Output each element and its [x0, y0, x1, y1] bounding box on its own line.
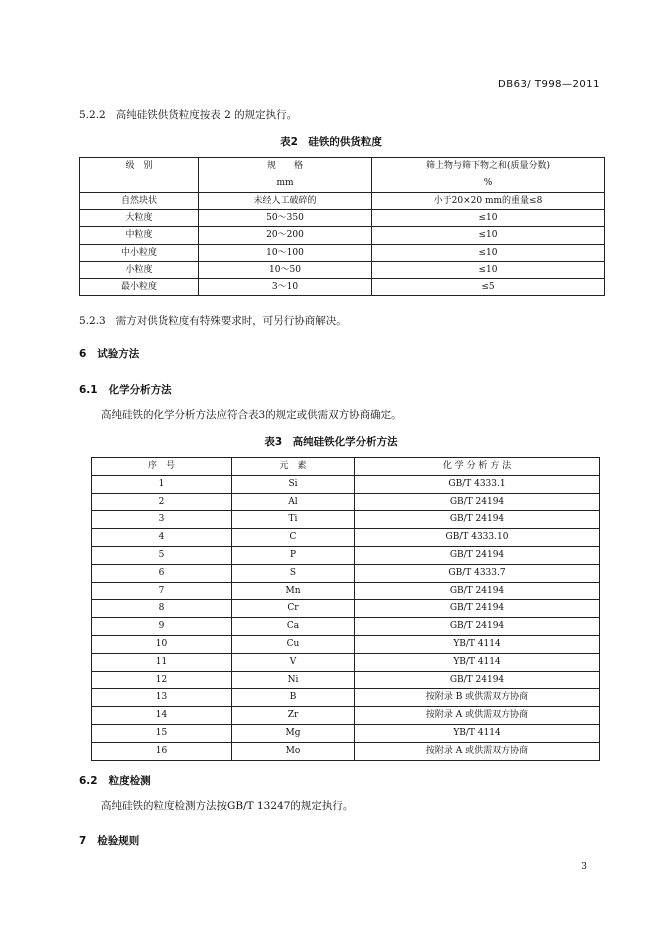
cell: YB/T 4114	[355, 724, 600, 742]
cell: 中粒度	[80, 227, 199, 244]
section-6-1-heading	[79, 382, 172, 397]
cell: 小粒度	[80, 261, 199, 278]
cell: Si	[232, 475, 355, 493]
cell: 2	[92, 493, 232, 511]
section-number: 7	[79, 835, 87, 847]
table-row	[92, 742, 600, 760]
cell: 9	[92, 618, 232, 636]
cell: ≤10	[372, 261, 605, 278]
table3-chemical-analysis-methods	[91, 457, 600, 761]
table-header-row	[80, 158, 605, 176]
cell: GB/T 24194	[355, 546, 600, 564]
header-sum-unit: %	[372, 175, 605, 193]
cell: GB/T 24194	[355, 511, 600, 529]
table3-caption: 表3 高纯硅铁化学分析方法	[264, 436, 398, 448]
table-row	[80, 244, 605, 261]
table2-caption: 表2 硅铁的供货粒度	[280, 136, 382, 148]
cell: Cr	[232, 600, 355, 618]
section-number: 6	[79, 348, 87, 360]
cell: 16	[92, 742, 232, 760]
cell: 小于20×20 mm的重量≤8	[372, 193, 605, 210]
cell: 按附录 A 或供需双方协商	[355, 742, 600, 760]
clause-text: 需方对供货粒度有特殊要求时，可另行协商解决。	[115, 315, 347, 327]
clause-text: 高纯硅铁供货粒度按表 2 的规定执行。	[115, 109, 298, 121]
cell: V	[232, 653, 355, 671]
cell: 3	[92, 511, 232, 529]
cell: S	[232, 564, 355, 582]
cell: GB/T 24194	[355, 671, 600, 689]
header-sum: 筛上物与筛下物之和(质量分数)	[372, 158, 605, 176]
cell: ≤5	[372, 279, 605, 296]
header-spec: 规 格	[199, 158, 372, 176]
cell: 5	[92, 546, 232, 564]
cell: GB/T 4333.10	[355, 529, 600, 547]
cell: 按附录 A 或供需双方协商	[355, 707, 600, 725]
cell: GB/T 24194	[355, 582, 600, 600]
cell: Ca	[232, 618, 355, 636]
section-title: 化学分析方法	[108, 384, 172, 396]
cell: ≤10	[372, 210, 605, 227]
table-row	[80, 210, 605, 227]
cell: 1	[92, 475, 232, 493]
cell: GB/T 24194	[355, 493, 600, 511]
cell: 11	[92, 653, 232, 671]
section-6-1-text: 高纯硅铁的化学分析方法应符合表3的规定或供需双方协商确定。	[101, 409, 402, 421]
table-row	[92, 493, 600, 511]
cell: GB/T 4333.1	[355, 475, 600, 493]
cell: C	[232, 529, 355, 547]
cell: 自然块状	[80, 193, 199, 210]
cell: 13	[92, 689, 232, 707]
cell: Ti	[232, 511, 355, 529]
table-row	[92, 546, 600, 564]
header-method: 化 学 分 析 方 法	[355, 458, 600, 476]
cell: 10～50	[199, 261, 372, 278]
table-row	[92, 724, 600, 742]
table-row	[80, 227, 605, 244]
table-row	[92, 475, 600, 493]
cell: 7	[92, 582, 232, 600]
table-row	[92, 511, 600, 529]
cell: ≤10	[372, 244, 605, 261]
table-header-unit-row	[80, 175, 605, 193]
cell: 14	[92, 707, 232, 725]
header-grade: 级 别	[80, 158, 199, 176]
cell: 最小粒度	[80, 279, 199, 296]
cell: 20～200	[199, 227, 372, 244]
clause-5-2-2	[79, 107, 297, 122]
table-row	[80, 279, 605, 296]
cell: B	[232, 689, 355, 707]
cell: Ni	[232, 671, 355, 689]
table2-supply-granularity	[79, 157, 605, 296]
section-6-2-text: 高纯硅铁的粒度检测方法按GB/T 13247的规定执行。	[101, 800, 354, 812]
cell: 10～100	[199, 244, 372, 261]
section-title: 试验方法	[97, 348, 140, 360]
cell: 中小粒度	[80, 244, 199, 261]
cell: Mg	[232, 724, 355, 742]
table-row	[92, 582, 600, 600]
cell: Al	[232, 493, 355, 511]
section-title: 检验规则	[97, 835, 140, 847]
section-number: 6.1	[79, 384, 98, 396]
cell: 大粒度	[80, 210, 199, 227]
cell: 4	[92, 529, 232, 547]
table-row	[92, 653, 600, 671]
cell: 6	[92, 564, 232, 582]
cell: 8	[92, 600, 232, 618]
cell: Mo	[232, 742, 355, 760]
page-number: 3	[581, 862, 587, 872]
table-row	[92, 671, 600, 689]
clause-number: 5.2.3	[79, 315, 106, 327]
cell: 未经人工破碎的	[199, 193, 372, 210]
table-row	[92, 618, 600, 636]
cell: Cu	[232, 635, 355, 653]
cell: GB/T 24194	[355, 618, 600, 636]
header-element: 元 素	[232, 458, 355, 476]
cell: 50～350	[199, 210, 372, 227]
table-row	[80, 261, 605, 278]
cell: YB/T 4114	[355, 653, 600, 671]
section-6-heading	[79, 346, 139, 361]
cell: 3～10	[199, 279, 372, 296]
header-seq: 序 号	[92, 458, 232, 476]
table-row	[92, 707, 600, 725]
clause-5-2-3	[79, 313, 347, 328]
table-row	[92, 635, 600, 653]
table-row	[92, 689, 600, 707]
clause-number: 5.2.2	[79, 109, 106, 121]
section-7-heading	[79, 833, 139, 848]
table-header-row	[92, 458, 600, 476]
section-6-2-heading	[79, 773, 151, 788]
cell: 按附录 B 或供需双方协商	[355, 689, 600, 707]
cell: 10	[92, 635, 232, 653]
cell: 12	[92, 671, 232, 689]
section-title: 粒度检测	[108, 775, 151, 787]
document-code: DB63/ T998—2011	[498, 79, 600, 90]
table-row	[92, 564, 600, 582]
header-spec-unit: mm	[199, 175, 372, 193]
cell: GB/T 4333.7	[355, 564, 600, 582]
table-row	[80, 193, 605, 210]
cell: 15	[92, 724, 232, 742]
cell: YB/T 4114	[355, 635, 600, 653]
cell: P	[232, 546, 355, 564]
cell: Mn	[232, 582, 355, 600]
cell: ≤10	[372, 227, 605, 244]
section-number: 6.2	[79, 775, 98, 787]
table-row	[92, 600, 600, 618]
cell: GB/T 24194	[355, 600, 600, 618]
cell: Zr	[232, 707, 355, 725]
table-row	[92, 529, 600, 547]
header-grade-blank	[80, 175, 199, 193]
